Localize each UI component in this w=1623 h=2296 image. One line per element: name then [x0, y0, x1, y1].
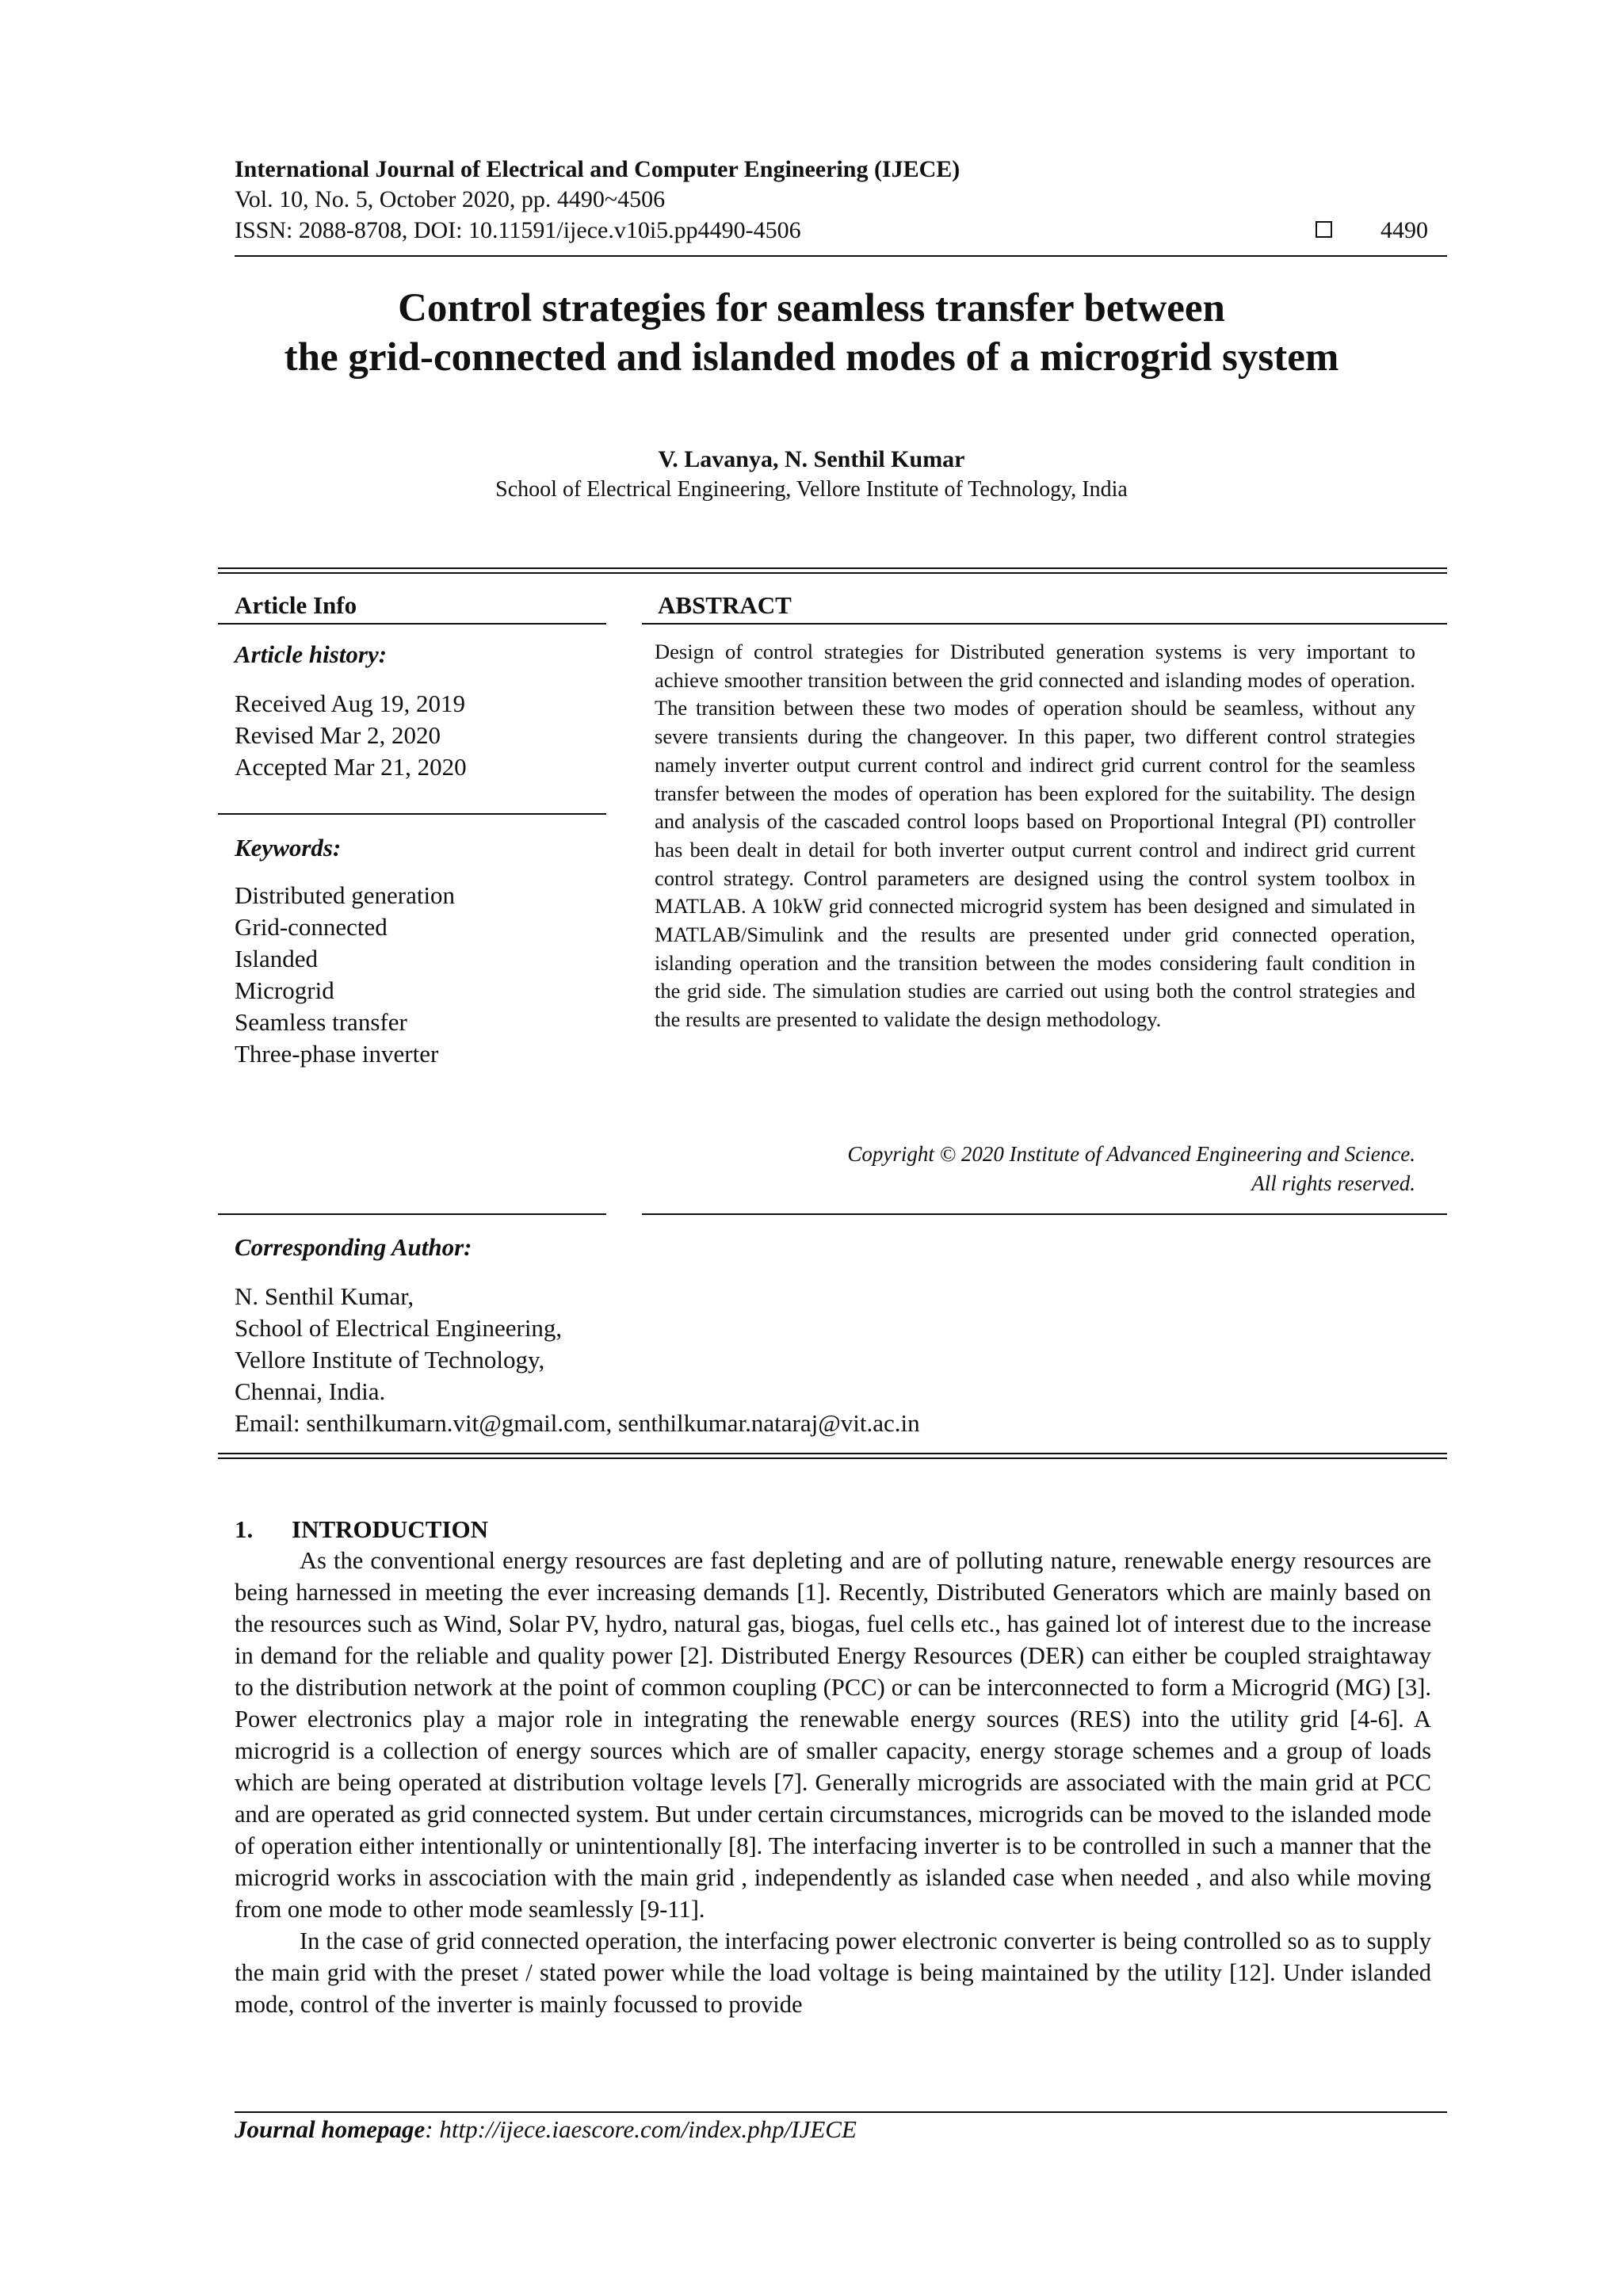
- affiliation: School of Electrical Engineering, Vellore Institute of Technology, India: [495, 477, 1128, 502]
- keyword: Distributed generation: [235, 881, 456, 909]
- intro-paragraph-1: As the conventional energy resources are fast depleting and are of polluting nature, renewable energy resources are being harnessed in meeting the ever increasing demands [1]. Recently, Distributed Generators which are mainly based on the resources such as Wind, Solar PV, hydro, natural gas, biogas, fuel cells etc., has gained lot of interest due to the increase in demand for the reliable and quality power [2]. Distributed Energy Resources (DER) can either be coupled straightaway to the distribution network at the point of common coupling (PCC) or can be interconnected to form a Microgrid (MG) [3]. Power electronics play a major role in integrating the renewable energy sources (RES) into the utility grid [4-6]. A microgrid is a collection of energy sources which are of smaller capacity, energy storage schemes and a group of loads which are being operated at distribution voltage levels [7]. Generally microgrids are associated with the main grid at PCC and are operated as grid connected system. But under certain circumstances, microgrids can be moved to the islanded mode of operation either intentionally or unintentionally [8]. The interfacing inverter is to be controlled in such a manner that the microgrid works in asscociation with the main grid , independently as islanded case when needed , and also while moving from one mode to other mode seamlessly [9-11].: [235, 1547, 1431, 1923]
- accepted-date: Accepted Mar 21, 2020: [235, 753, 467, 781]
- keyword: Grid-connected: [235, 913, 388, 941]
- corresponding-heading: Corresponding Author:: [235, 1233, 472, 1261]
- article-info-heading: Article Info: [235, 591, 357, 619]
- keywords-rule: [218, 1213, 606, 1215]
- header-rule: [235, 255, 1447, 257]
- keyword: Islanded: [235, 945, 319, 972]
- revised-date: Revised Mar 2, 2020: [235, 721, 441, 749]
- author-institute: Vellore Institute of Technology,: [235, 1346, 545, 1373]
- footer-rule: [235, 2111, 1447, 2113]
- intro-paragraph-2: In the case of grid connected operation, the interfacing power electronic converter is being controlled so as to supply the main grid with the preset / stated power while the load voltage is being maintained by the utility [12]. Under islanded mode, control of the inverter is mainly focussed to provide: [235, 1927, 1431, 2018]
- abstract-rule: [642, 623, 1447, 625]
- authors: V. Lavanya, N. Senthil Kumar: [658, 446, 965, 472]
- info-box-top-rule-2: [218, 572, 1447, 574]
- page-number: 4490: [1381, 217, 1428, 243]
- introduction-heading: [235, 1515, 488, 1544]
- author-city: Chennai, India.: [235, 1377, 386, 1405]
- issn-line: ISSN: 2088-8708, DOI: 10.11591/ijece.v10i5.pp4490-4506: [235, 217, 801, 243]
- title-line-2: the grid-connected and islanded modes of a microgrid system: [284, 335, 1339, 380]
- history-rule: [218, 813, 606, 815]
- received-date: Received Aug 19, 2019: [235, 690, 466, 717]
- section-number: 1.: [235, 1515, 254, 1543]
- article-history-heading: Article history:: [235, 640, 388, 668]
- author-email: Email: senthilkumarn.vit@gmail.com, senthilkumar.nataraj@vit.ac.in: [235, 1409, 920, 1437]
- info-box-top-rule-1: [218, 567, 1447, 569]
- copyright-line-2: All rights reserved.: [1251, 1171, 1415, 1195]
- paper-title: [155, 284, 1468, 382]
- copyright-line-1: Copyright © 2020 Institute of Advanced Engineering and Science.: [847, 1142, 1415, 1166]
- abstract-bottom-rule: [642, 1213, 1447, 1215]
- corresponding-details: [235, 1281, 920, 1439]
- volume-line: Vol. 10, No. 5, October 2020, pp. 4490~4506: [235, 186, 666, 212]
- author-dept: School of Electrical Engineering,: [235, 1314, 563, 1342]
- keyword: Seamless transfer: [235, 1008, 407, 1036]
- info-box-bottom-rule-1: [218, 1453, 1447, 1454]
- abstract-heading: ABSTRACT: [658, 591, 792, 619]
- copyright: [655, 1140, 1415, 1198]
- keyword: Three-phase inverter: [235, 1040, 439, 1068]
- keyword: Microgrid: [235, 976, 334, 1004]
- keywords-heading: Keywords:: [235, 834, 342, 861]
- info-box-bottom-rule-2: [218, 1457, 1447, 1459]
- footer-label: Journal homepage: [235, 2115, 426, 2143]
- section-title: INTRODUCTION: [292, 1515, 489, 1543]
- article-info-rule: [218, 623, 606, 625]
- introduction-body: [235, 1545, 1431, 2020]
- author-name: N. Senthil Kumar,: [235, 1282, 414, 1310]
- keywords-list: [235, 880, 455, 1070]
- page-square-icon: [1316, 221, 1332, 238]
- journal-name: International Journal of Electrical and Computer Engineering (IJECE): [235, 156, 960, 182]
- article-history: [235, 688, 467, 783]
- abstract-text: Design of control strategies for Distributed generation systems is very important to achieve smoother transition between the grid connected and islanding modes of operation. The transition between these two modes of operation should be seamless, without any severe transients during the changeover. In this paper, two different control strategies namely inverter output current control and indirect grid current control for the seamless transfer between the modes of operation has been explored for the suitability. The design and analysis of the cascaded control loops based on Proportional Integral (PI) controller has been dealt in detail for both inverter output current control and indirect grid current control strategy. Control parameters are designed using the control system toolbox in MATLAB. A 10kW grid connected microgrid system has been designed and simulated in MATLAB/Simulink and the results are presented under grid connected operation, islanding operation and the transition between the modes considering fault condition in the grid side. The simulation studies are carried out using both the control strategies and the results are presented to validate the design methodology.: [655, 640, 1415, 1032]
- title-line-1: Control strategies for seamless transfer between: [398, 286, 1225, 330]
- footer: [235, 2115, 857, 2144]
- footer-url[interactable]: : http://ijece.iaescore.com/index.php/IJECE: [425, 2115, 857, 2143]
